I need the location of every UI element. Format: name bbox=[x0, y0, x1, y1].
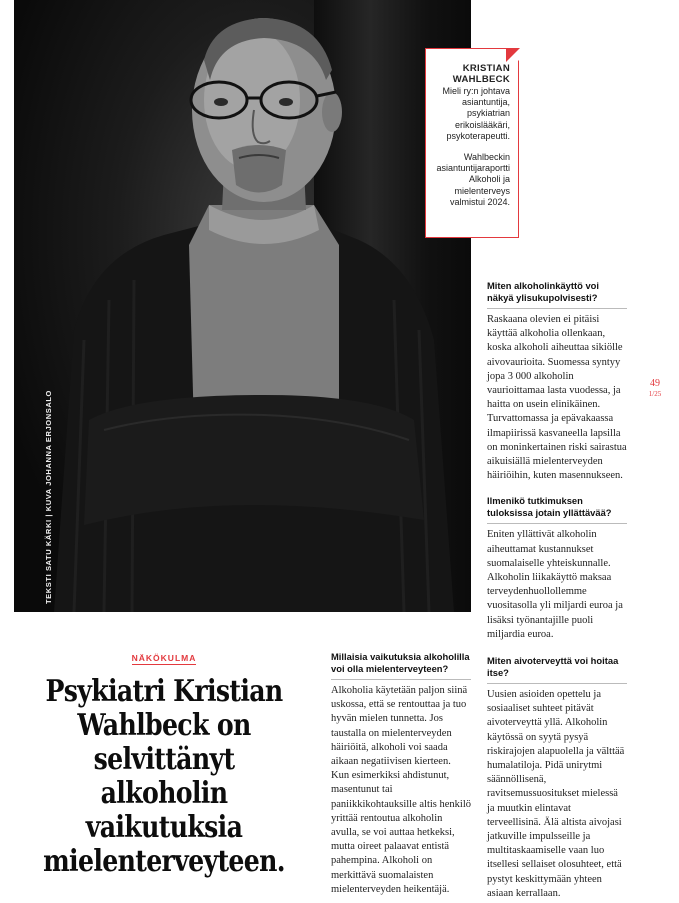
article-headline: Psykiatri Kristian Wahlbeck on selvittänyt alkoholin vaikutuksia mielenterveyteen. bbox=[43, 674, 285, 879]
portrait-illustration bbox=[14, 0, 471, 612]
qa-question: Miten alkoholinkäyttö voi näkyä ylisukupolvisesti? bbox=[487, 280, 627, 309]
page-number-value: 49 bbox=[650, 378, 660, 389]
qa-block bbox=[487, 495, 627, 642]
qa-column-right-lower bbox=[487, 655, 627, 903]
page-number bbox=[644, 378, 666, 400]
bio-name-last: WAHLBECK bbox=[452, 74, 510, 85]
qa-column-middle bbox=[331, 651, 471, 903]
qa-block bbox=[487, 655, 627, 901]
qa-answer: Uusien asioiden opettelu ja sosiaaliset suhteet pitävät aivoterveyttä yllä. Alkoholin käytössä on syytä pysyä riskirajojen alapuolella ja välttää humalatiloja. Pidä unirytmi säännöllisenä, ravitsemussuositukset mielessä ja muutkin elintavat terveellisinä. Älä altista aivojasi jatkuville impulsseille ja multitaskaamiselle vaan luo itsellesi sellaiset olosuhteet, että pystyt keskittymään yhteen asiaan kerrallaan. bbox=[487, 689, 625, 899]
section-kicker bbox=[14, 653, 314, 663]
section-kicker-label: NÄKÖKULMA bbox=[131, 653, 197, 663]
bio-name-first: KRISTIAN bbox=[462, 63, 510, 74]
photo-credit: TEKSTI SATU KÄRKI | KUVA JOHANNA ERJONSALO bbox=[44, 390, 53, 604]
bio-report: Wahlbeckin asiantuntijaraportti Alkoholi ja mielenterveys valmistui 2024. bbox=[436, 152, 510, 207]
qa-block bbox=[487, 280, 627, 483]
bio-description: Mieli ry:n johtava asiantuntija, psykiatrian erikoislääkäri, psykoterapeutti. bbox=[442, 86, 510, 141]
qa-answer: Eniten yllättivät alkoholin aiheuttamat kustannukset suomalaiselle yhteiskunnalle. Alkoholin liikakäyttö maksaa terveydenhuollollemme vuositasolla yli miljardi euroa ja lisäksi työnantajille puoli miljardia euroa. bbox=[487, 529, 623, 640]
qa-question: Ilmenikö tutkimuksen tuloksissa jotain yllättävää? bbox=[487, 495, 627, 524]
qa-block bbox=[331, 651, 471, 897]
qa-answer: Raskaana olevien ei pitäisi käyttää alkoholia ollenkaan, koska alkoholi aiheuttaa sikiölle aivovaurioita. Suomessa syntyy jopa 3 000 alkoholin vaurioittamaa lasta vuodessa, ja haitta on usein elinikäinen. Turvattomassa ja epävakaassa ilmapiirissä kasvaneella lapsilla on moninkertainen riski sairastua aikuisiällä mielenterveyden häiriöihin, kuten masennukseen. bbox=[487, 314, 627, 482]
qa-answer: Alkoholia käytetään paljon siinä uskossa, että se rentouttaa ja tuo hyvän mielen tunnetta. Jos taustalla on mielenterveyden häiriöitä, alkoholi voi saada aikaan negatiivisen kierteen. Kun esimerkiksi ahdistunut, masentunut tai paniikkikohtauksille altis henkilö yrittää rentoutua alkoholin avulla, se voi auttaa hetkeksi, mutta oireet palaavat entistä pahempina. Alkoholi on merkittävä suomalaisten mielenterveyden heikentäjä. bbox=[331, 685, 471, 895]
issue-number: 1/25 bbox=[648, 390, 662, 398]
qa-column-right-upper bbox=[487, 280, 627, 652]
qa-question: Millaisia vaikutuksia alkoholilla voi olla mielenterveyteen? bbox=[331, 651, 471, 680]
qa-question: Miten aivoterveyttä voi hoitaa itse? bbox=[487, 655, 627, 684]
author-bio-box bbox=[425, 48, 519, 238]
bio-corner-fold-accent bbox=[506, 48, 520, 62]
portrait-photo bbox=[14, 0, 471, 612]
